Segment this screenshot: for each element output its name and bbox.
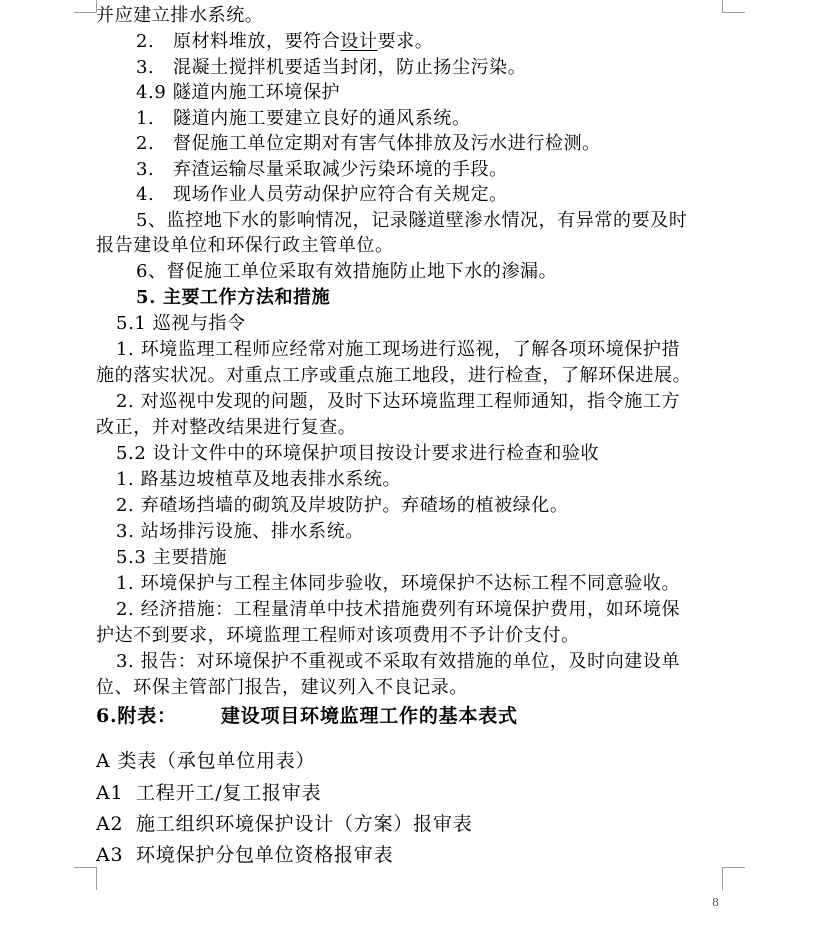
appendix-label: 6.附表： — [96, 705, 177, 727]
list-item — [96, 843, 393, 867]
text-line: 2. 对巡视中发现的问题，及时下达环境监理工程师通知，指令施工方 — [116, 391, 681, 412]
text-line: 位、环保主管部门报告，建议列入不良记录。 — [96, 677, 468, 698]
design-link[interactable]: 设计 — [340, 31, 378, 52]
text-line: 4. 现场作业人员劳动保护应符合有关规定。 — [136, 184, 508, 205]
text-span: 要求。 — [377, 31, 434, 52]
section-heading: 5. 主要工作方法和措施 — [136, 287, 331, 308]
margin-corner-mark — [74, 867, 97, 890]
text-line: 并应建立排水系统。 — [96, 5, 264, 26]
text-line: 3. 站场排污设施、排水系统。 — [116, 521, 364, 542]
text-line: 3. 混凝土搅拌机要适当封闭，防止扬尘污染。 — [136, 57, 527, 78]
margin-corner-mark — [722, 0, 745, 13]
text-line: 1. 路基边坡植草及地表排水系统。 — [116, 469, 402, 490]
text-span: 2. 原材料堆放，要符合 — [136, 31, 341, 52]
text-line: 2. 督促施工单位定期对有害气体排放及污水进行检测。 — [136, 133, 601, 154]
section-heading: 4.9 隧道内施工环境保护 — [136, 82, 341, 103]
text-line: 2. 经济措施：工程量清单中技术措施费列有环境保护费用，如环境保 — [116, 599, 681, 620]
item-code: A2 — [96, 813, 124, 835]
margin-corner-mark — [74, 0, 97, 13]
item-code: A3 — [96, 844, 124, 866]
page-number: 8 — [712, 896, 719, 909]
margin-corner-mark — [722, 867, 745, 890]
text-line: 1. 环境保护与工程主体同步验收，环境保护不达标工程不同意验收。 — [116, 573, 681, 594]
text-line: 3. 弃渣运输尽量采取减少污染环境的手段。 — [136, 159, 508, 180]
subsection-heading: 5.3 主要措施 — [116, 547, 228, 568]
text-line: 6、督促施工单位采取有效措施防止地下水的渗漏。 — [136, 261, 558, 282]
subsection-heading: 5.2 设计文件中的环境保护项目按设计要求进行检查和验收 — [116, 443, 600, 464]
text-line: 护达不到要求，环境监理工程师对该项费用不予计价支付。 — [96, 625, 580, 646]
subsection-heading: 5.1 巡视与指令 — [116, 313, 246, 334]
appendix-heading — [96, 704, 518, 728]
text-line: 改正，并对整改结果进行复查。 — [96, 417, 357, 438]
appendix-title: 建设项目环境监理工作的基本表式 — [220, 705, 518, 727]
table-a-header: A 类表（承包单位用表） — [96, 750, 316, 772]
text-line: 1. 环境监理工程师应经常对施工现场进行巡视，了解各项环境保护措 — [116, 339, 681, 360]
text-line: 3. 报告：对环境保护不重视或不采取有效措施的单位，及时向建设单 — [116, 651, 681, 672]
text-line: 1. 隧道内施工要建立良好的通风系统。 — [136, 108, 471, 129]
text-line: 报告建设单位和环保行政主管单位。 — [96, 235, 394, 256]
text-line — [136, 30, 433, 54]
item-text: 施工组织环境保护设计（方案）报审表 — [136, 813, 473, 835]
text-line: 5、监控地下水的影响情况，记录隧道壁渗水情况，有异常的要及时 — [136, 210, 688, 231]
text-line: 施的落实状况。对重点工序或重点施工地段，进行检查，了解环保进展。 — [96, 365, 692, 386]
item-code: A1 — [96, 782, 124, 804]
text-line: 2. 弃碴场挡墙的砌筑及岸坡防护。弃碴场的植被绿化。 — [116, 495, 569, 516]
item-text: 工程开工/复工报审表 — [136, 782, 322, 804]
item-text: 环境保护分包单位资格报审表 — [136, 844, 394, 866]
list-item — [96, 812, 473, 836]
list-item — [96, 781, 321, 805]
